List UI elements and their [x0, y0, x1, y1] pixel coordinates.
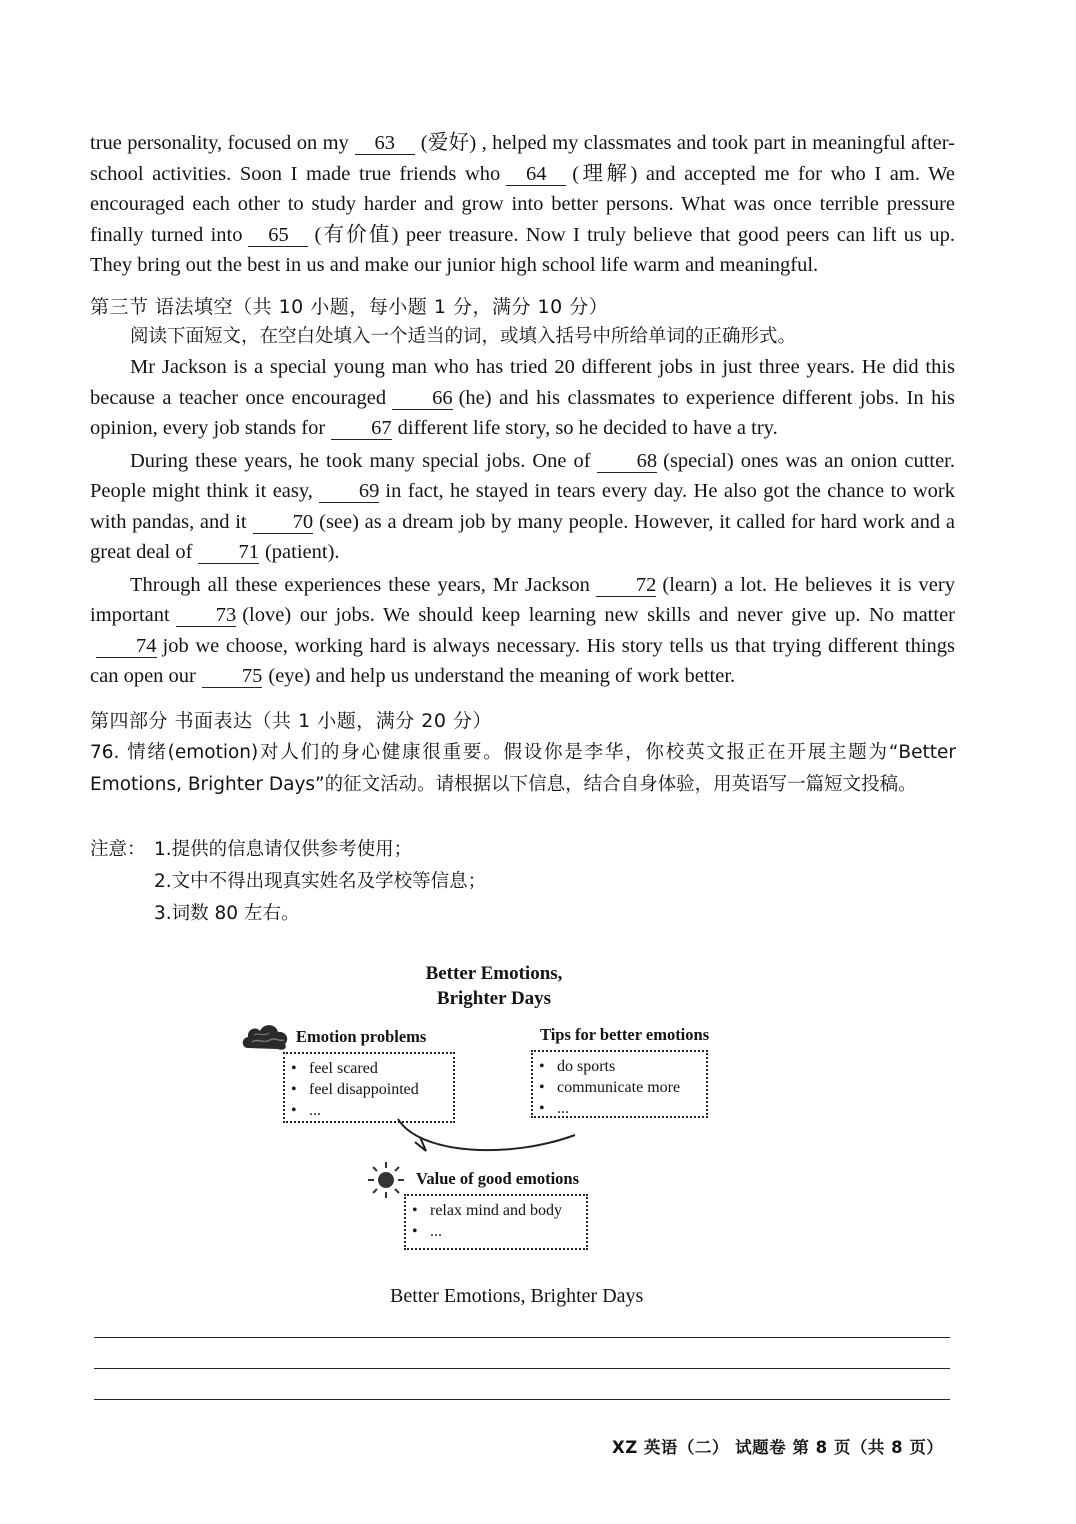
- list-item: • communicate more: [539, 1077, 700, 1098]
- diagram-title-line-1: Better Emotions,: [425, 963, 563, 984]
- blank-66: 66: [392, 387, 453, 410]
- passage-text: (love) our jobs. We should keep learning new skills and never give up. No matter: [242, 604, 955, 626]
- note-label: 注意：: [90, 839, 146, 860]
- passage-text: in fact, he stayed in tears every day. He also got the chance to work with pandas, and it: [90, 480, 955, 533]
- blank-65: 65: [248, 224, 308, 247]
- passage-text: (see) as a dream job by many people. However, it called for hard work and a great deal of: [90, 510, 955, 563]
- cloud-icon: [240, 1020, 292, 1054]
- note-3: 3.词数 80 左右。: [154, 903, 300, 924]
- emotion-problems-box: [283, 1052, 455, 1123]
- blank-67: 67: [331, 417, 392, 440]
- passage-text: true personality, focused on my: [90, 132, 349, 154]
- passage-text: (learn) a lot. He believes it is very important: [90, 573, 955, 626]
- blank-71: 71: [198, 541, 259, 564]
- tips-title: Tips for better emotions: [540, 1025, 710, 1044]
- passage-2: [90, 352, 955, 692]
- note-2: 2.文中不得出现真实姓名及学校等信息；: [154, 871, 487, 892]
- passage-text: Through all these experiences these years, Mr Jackson: [130, 573, 590, 596]
- passage-text: During these years, he took many special jobs. One of: [130, 449, 591, 472]
- writing-line[interactable]: [94, 1337, 950, 1338]
- blank-72: 72: [596, 574, 657, 597]
- diagram-title-line-2: Brighter Days: [436, 988, 552, 1009]
- list-item: • do sports: [539, 1056, 700, 1077]
- writing-line[interactable]: [94, 1368, 950, 1369]
- passage-text: (爱好) , helped my classmates and took part in meaningful after-school activities. Soon I made true friends who: [90, 132, 955, 185]
- writing-line[interactable]: [94, 1399, 950, 1400]
- page-footer: XZ 英语（二） 试题卷 第 8 页（共 8 页）: [612, 1438, 944, 1457]
- passage-text: (理解) and accepted me for who I am. We encouraged each other to study harder and grow into better persons. What was once terrible pressure finally turned into: [90, 162, 955, 246]
- passage-text: different life story, so he decided to have a try.: [397, 417, 778, 439]
- blank-63: 63: [355, 132, 415, 155]
- section-3-heading: 第三节 语法填空（共 10 小题，每小题 1 分，满分 10 分）: [90, 296, 609, 318]
- tips-box: [531, 1050, 708, 1118]
- emotion-problems-title: Emotion problems: [296, 1027, 427, 1046]
- list-item: • ...: [412, 1221, 580, 1242]
- sun-icon: [366, 1160, 406, 1200]
- blank-69: 69: [319, 480, 380, 503]
- value-box: [404, 1194, 588, 1250]
- passage-text: (special) ones was an onion cutter. People might think it easy,: [90, 449, 956, 502]
- value-title: Value of good emotions: [416, 1169, 580, 1188]
- passage-text: (eye) and help us understand the meaning of work better.: [268, 665, 736, 687]
- list-item: • feel disappointed: [291, 1079, 447, 1100]
- section-3-instruction: 阅读下面短文，在空白处填入一个适当的词，或填入括号中所给单词的正确形式。: [130, 326, 797, 347]
- list-item: • relax mind and body: [412, 1200, 580, 1221]
- blank-70: 70: [253, 511, 314, 534]
- arrow-icon: [390, 1115, 590, 1165]
- blank-74: 74: [96, 635, 157, 658]
- blank-68: 68: [597, 450, 658, 473]
- passage-text: Mr Jackson is a special young man who has tried 20 different jobs in just three years. He did this because a teacher once encouraged: [90, 356, 955, 409]
- blank-64: 64: [506, 163, 566, 186]
- passage-text: (patient).: [264, 541, 340, 563]
- passage-text: (he) and his classmates to experience different jobs. In his opinion, every job stands for: [90, 386, 955, 439]
- list-item: • feel scared: [291, 1058, 447, 1079]
- essay-title: Better Emotions, Brighter Days: [390, 1285, 644, 1307]
- blank-73: 73: [176, 604, 237, 627]
- passage-text: job we choose, working hard is always necessary. His story tells us that trying different things can open our: [90, 634, 955, 687]
- passage-1: [90, 128, 955, 281]
- list-item: • ...: [539, 1098, 700, 1119]
- blank-75: 75: [202, 665, 263, 688]
- writing-task: 76. 情绪(emotion)对人们的身心健康很重要。假设你是李华，你校英文报正在开展主题为“Better Emotions, Brighter Days”的征文活动。请根据以下信息，结合自身体验，用英语写一篇短文投稿。: [90, 742, 956, 795]
- list-item: • ...: [291, 1100, 447, 1121]
- part-4-heading: 第四部分 书面表达（共 1 小题，满分 20 分）: [90, 710, 492, 732]
- note-1: 1.提供的信息请仅供参考使用；: [154, 839, 413, 860]
- passage-text: (有价值) peer treasure. Now I truly believe that good peers can lift us up. They bring out the best in us and make our junior high school life warm and meaningful.: [90, 223, 955, 276]
